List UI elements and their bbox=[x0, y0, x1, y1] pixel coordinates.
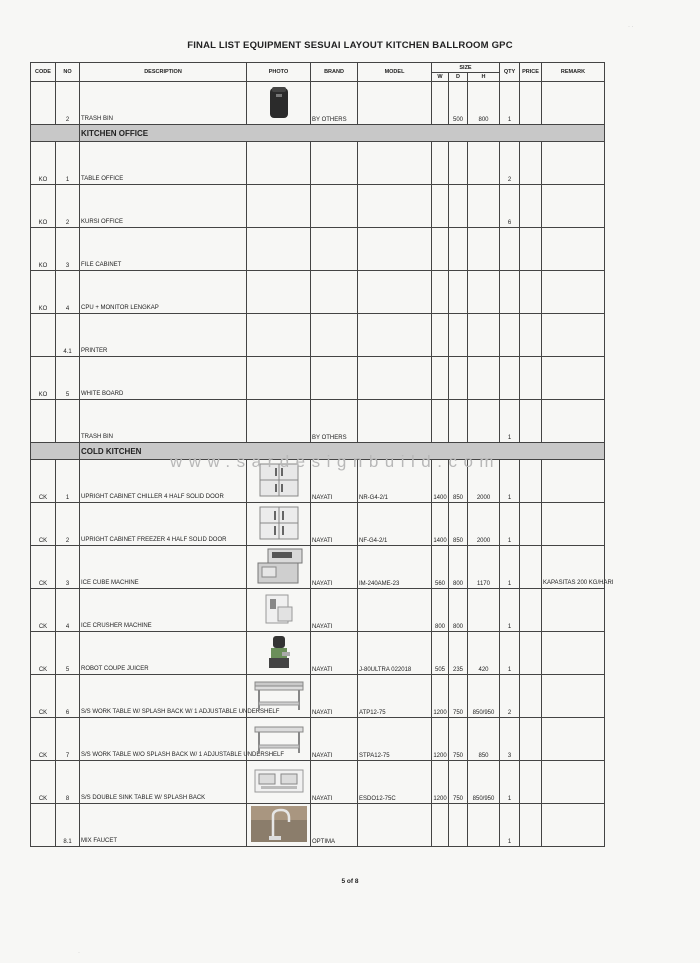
cell-description: UPRIGHT CABINET FREEZER 4 HALF SOLID DOOR bbox=[80, 503, 247, 546]
table-row bbox=[31, 718, 605, 761]
cell-h bbox=[468, 142, 500, 185]
section-label: COLD KITCHEN bbox=[80, 443, 605, 460]
cell-no: 3 bbox=[56, 546, 80, 589]
cell-no: 5 bbox=[56, 632, 80, 675]
cell-d bbox=[449, 142, 468, 185]
header-qty: QTY bbox=[500, 63, 520, 82]
photo-cell bbox=[247, 503, 311, 546]
photo-cell bbox=[247, 546, 311, 589]
cell-w: 505 bbox=[432, 632, 449, 675]
cell-w: 1200 bbox=[432, 718, 449, 761]
cell-model: ESDO12-75C bbox=[358, 761, 432, 804]
cell-remark bbox=[542, 804, 605, 847]
photo-cell bbox=[247, 718, 311, 761]
cell-code: CK bbox=[31, 503, 56, 546]
cell-price bbox=[520, 142, 542, 185]
cell-description: S/S DOUBLE SINK TABLE W/ SPLASH BACK bbox=[80, 761, 247, 804]
cell-brand: BY OTHERS bbox=[311, 400, 358, 443]
table-row bbox=[31, 761, 605, 804]
cell-model: IM-240AME-23 bbox=[358, 546, 432, 589]
cell-model bbox=[358, 804, 432, 847]
cell-remark: KAPASITAS 200 KG/HARI bbox=[542, 546, 605, 589]
section-label: KITCHEN OFFICE bbox=[80, 125, 605, 142]
cell-qty: 1 bbox=[500, 589, 520, 632]
cell-h bbox=[468, 314, 500, 357]
table-row bbox=[31, 228, 605, 271]
cell-qty: 1 bbox=[500, 761, 520, 804]
cell-brand: BY OTHERS bbox=[311, 82, 358, 125]
cell-h: 850/950 bbox=[468, 761, 500, 804]
cell-remark bbox=[542, 503, 605, 546]
cell-code bbox=[31, 804, 56, 847]
header-description: DESCRIPTION bbox=[80, 63, 247, 82]
cell-qty: 6 bbox=[500, 185, 520, 228]
cell-w bbox=[432, 804, 449, 847]
cell-code bbox=[31, 400, 56, 443]
juicer-icon bbox=[266, 634, 292, 672]
cell-d bbox=[449, 804, 468, 847]
cell-no: 2 bbox=[56, 503, 80, 546]
cell-h bbox=[468, 228, 500, 271]
section-spacer bbox=[31, 125, 80, 142]
cell-description: PRINTER bbox=[80, 314, 247, 357]
photo-cell bbox=[247, 400, 311, 443]
photo-cell bbox=[247, 589, 311, 632]
cell-d: 750 bbox=[449, 675, 468, 718]
cell-h: 2000 bbox=[468, 460, 500, 503]
cell-code: CK bbox=[31, 718, 56, 761]
cell-qty: 1 bbox=[500, 82, 520, 125]
photo-cell bbox=[247, 82, 311, 125]
cell-d: 850 bbox=[449, 460, 468, 503]
cell-no: 4 bbox=[56, 271, 80, 314]
cell-price bbox=[520, 503, 542, 546]
section-spacer bbox=[31, 443, 80, 460]
section-header-row bbox=[31, 125, 605, 142]
cell-description: ROBOT COUPE JUICER bbox=[80, 632, 247, 675]
cell-w: 1400 bbox=[432, 503, 449, 546]
cell-brand bbox=[311, 314, 358, 357]
cell-w bbox=[432, 82, 449, 125]
double-sink-icon bbox=[251, 764, 307, 800]
cell-w bbox=[432, 357, 449, 400]
cell-price bbox=[520, 314, 542, 357]
cell-model bbox=[358, 357, 432, 400]
cell-price bbox=[520, 185, 542, 228]
cell-brand: OPTIMA bbox=[311, 804, 358, 847]
cell-code bbox=[31, 82, 56, 125]
cell-w bbox=[432, 228, 449, 271]
cell-model bbox=[358, 185, 432, 228]
cell-remark bbox=[542, 271, 605, 314]
cell-d bbox=[449, 400, 468, 443]
cell-brand bbox=[311, 228, 358, 271]
cell-code: KO bbox=[31, 271, 56, 314]
page-number: 5 of 8 bbox=[341, 878, 359, 885]
cell-no: 4 bbox=[56, 589, 80, 632]
cell-code bbox=[31, 314, 56, 357]
cell-description: TABLE OFFICE bbox=[80, 142, 247, 185]
cell-code: KO bbox=[31, 357, 56, 400]
photo-cell bbox=[247, 228, 311, 271]
cell-price bbox=[520, 804, 542, 847]
photo-cell bbox=[247, 357, 311, 400]
cell-w: 1200 bbox=[432, 761, 449, 804]
header-d: D bbox=[449, 73, 468, 82]
table-row bbox=[31, 357, 605, 400]
cell-brand: NAYATI bbox=[311, 460, 358, 503]
cell-d bbox=[449, 228, 468, 271]
cell-w bbox=[432, 314, 449, 357]
header-price: PRICE bbox=[520, 63, 542, 82]
photo-cell bbox=[247, 632, 311, 675]
cell-h: 420 bbox=[468, 632, 500, 675]
cell-qty bbox=[500, 271, 520, 314]
cell-model: NF-G4-2/1 bbox=[358, 503, 432, 546]
cell-brand bbox=[311, 142, 358, 185]
header-w: W bbox=[432, 73, 449, 82]
cell-qty bbox=[500, 314, 520, 357]
cell-description: KURSI OFFICE bbox=[80, 185, 247, 228]
table-row bbox=[31, 185, 605, 228]
cell-h bbox=[468, 400, 500, 443]
header-brand: BRAND bbox=[311, 63, 358, 82]
table-row bbox=[31, 503, 605, 546]
cell-price bbox=[520, 271, 542, 314]
cell-d bbox=[449, 185, 468, 228]
watermark: www.sardesignbuild.com bbox=[170, 452, 501, 471]
cell-w: 800 bbox=[432, 589, 449, 632]
cell-no: 8.1 bbox=[56, 804, 80, 847]
table-row bbox=[31, 142, 605, 185]
cell-remark bbox=[542, 357, 605, 400]
cell-no: 2 bbox=[56, 82, 80, 125]
cell-description: S/S WORK TABLE W/O SPLASH BACK W/ 1 ADJUSTABLE UNDERSHELF bbox=[80, 718, 247, 761]
header-code: CODE bbox=[31, 63, 56, 82]
header-photo: PHOTO bbox=[247, 63, 311, 82]
cell-h: 850/950 bbox=[468, 675, 500, 718]
cell-qty bbox=[500, 228, 520, 271]
cell-qty: 1 bbox=[500, 804, 520, 847]
cell-remark bbox=[542, 400, 605, 443]
cell-brand bbox=[311, 271, 358, 314]
cell-remark bbox=[542, 82, 605, 125]
cell-description: TRASH BIN bbox=[80, 400, 247, 443]
cell-d bbox=[449, 357, 468, 400]
scan-speck: · · bbox=[628, 24, 634, 30]
cell-w bbox=[432, 185, 449, 228]
cell-description: UPRIGHT CABINET CHILLER 4 HALF SOLID DOOR bbox=[80, 460, 247, 503]
cell-h: 850 bbox=[468, 718, 500, 761]
table-header bbox=[31, 63, 605, 73]
cell-h: 800 bbox=[468, 82, 500, 125]
scan-speck: · bbox=[78, 950, 80, 956]
cell-code: CK bbox=[31, 546, 56, 589]
table-row bbox=[31, 632, 605, 675]
cell-h: 2000 bbox=[468, 503, 500, 546]
cell-h bbox=[468, 589, 500, 632]
cell-description: CPU + MONITOR LENGKAP bbox=[80, 271, 247, 314]
cell-no: 4.1 bbox=[56, 314, 80, 357]
cell-w bbox=[432, 271, 449, 314]
cell-w bbox=[432, 142, 449, 185]
photo-cell bbox=[247, 271, 311, 314]
cell-price bbox=[520, 589, 542, 632]
cell-description: ICE CRUSHER MACHINE bbox=[80, 589, 247, 632]
cell-qty: 1 bbox=[500, 400, 520, 443]
cell-price bbox=[520, 460, 542, 503]
cell-code: KO bbox=[31, 142, 56, 185]
cell-model bbox=[358, 228, 432, 271]
cell-brand bbox=[311, 185, 358, 228]
cell-d: 850 bbox=[449, 503, 468, 546]
table-row bbox=[31, 314, 605, 357]
cell-code: CK bbox=[31, 589, 56, 632]
table-row bbox=[31, 82, 605, 125]
cell-qty bbox=[500, 357, 520, 400]
cell-brand: NAYATI bbox=[311, 503, 358, 546]
cell-code: KO bbox=[31, 228, 56, 271]
table-row bbox=[31, 400, 605, 443]
cell-no: 5 bbox=[56, 357, 80, 400]
cell-w: 1400 bbox=[432, 460, 449, 503]
cell-code: CK bbox=[31, 632, 56, 675]
cell-model bbox=[358, 314, 432, 357]
header-size: SIZE bbox=[432, 63, 500, 73]
cell-code: KO bbox=[31, 185, 56, 228]
cell-d: 235 bbox=[449, 632, 468, 675]
table-row bbox=[31, 271, 605, 314]
cell-w: 1200 bbox=[432, 675, 449, 718]
table-row bbox=[31, 675, 605, 718]
cabinet-freezer-icon bbox=[257, 505, 301, 543]
cell-remark bbox=[542, 314, 605, 357]
cell-d: 750 bbox=[449, 761, 468, 804]
cell-price bbox=[520, 546, 542, 589]
cell-price bbox=[520, 357, 542, 400]
table-row bbox=[31, 589, 605, 632]
header-model: MODEL bbox=[358, 63, 432, 82]
cell-description: MIX FAUCET bbox=[80, 804, 247, 847]
cell-brand: NAYATI bbox=[311, 589, 358, 632]
trash-bin-icon bbox=[268, 85, 290, 121]
cell-no: 1 bbox=[56, 460, 80, 503]
cell-model: J-80ULTRA 022018 bbox=[358, 632, 432, 675]
cell-brand: NAYATI bbox=[311, 546, 358, 589]
cell-remark bbox=[542, 185, 605, 228]
page-title: FINAL LIST EQUIPMENT SESUAI LAYOUT KITCHEN BALLROOM GPC bbox=[187, 40, 513, 51]
cell-qty: 2 bbox=[500, 675, 520, 718]
cell-model bbox=[358, 400, 432, 443]
cell-remark bbox=[542, 589, 605, 632]
header-remark: REMARK bbox=[542, 63, 605, 82]
photo-cell bbox=[247, 185, 311, 228]
cell-d: 750 bbox=[449, 718, 468, 761]
mix-faucet-icon bbox=[251, 806, 307, 844]
cell-no: 7 bbox=[56, 718, 80, 761]
cell-price bbox=[520, 228, 542, 271]
cell-w bbox=[432, 400, 449, 443]
cell-price bbox=[520, 718, 542, 761]
cell-remark bbox=[542, 460, 605, 503]
cell-d: 800 bbox=[449, 589, 468, 632]
cell-h bbox=[468, 271, 500, 314]
photo-cell bbox=[247, 804, 311, 847]
cell-model: ATP12-75 bbox=[358, 675, 432, 718]
header-no: NO bbox=[56, 63, 80, 82]
cell-no: 2 bbox=[56, 185, 80, 228]
ice-cube-machine-icon bbox=[254, 547, 304, 587]
cell-h: 1170 bbox=[468, 546, 500, 589]
cell-h bbox=[468, 357, 500, 400]
cell-qty: 1 bbox=[500, 460, 520, 503]
ice-crusher-icon bbox=[262, 591, 296, 629]
cell-model: STPA12-75 bbox=[358, 718, 432, 761]
cell-code: CK bbox=[31, 761, 56, 804]
cell-model bbox=[358, 271, 432, 314]
cell-h bbox=[468, 804, 500, 847]
cell-qty: 2 bbox=[500, 142, 520, 185]
work-table-icon bbox=[251, 721, 307, 757]
cell-qty: 1 bbox=[500, 632, 520, 675]
cell-brand: NAYATI bbox=[311, 632, 358, 675]
cell-price bbox=[520, 400, 542, 443]
cell-remark bbox=[542, 761, 605, 804]
photo-cell bbox=[247, 142, 311, 185]
cell-d: 500 bbox=[449, 82, 468, 125]
cell-qty: 1 bbox=[500, 546, 520, 589]
cell-no: 1 bbox=[56, 142, 80, 185]
cell-description: WHITE BOARD bbox=[80, 357, 247, 400]
cell-no: 3 bbox=[56, 228, 80, 271]
cell-description: S/S WORK TABLE W/ SPLASH BACK W/ 1 ADJUSTABLE UNDERSHELF bbox=[80, 675, 247, 718]
cell-remark bbox=[542, 632, 605, 675]
cell-brand bbox=[311, 357, 358, 400]
table-row bbox=[31, 804, 605, 847]
table-row bbox=[31, 546, 605, 589]
cell-no bbox=[56, 400, 80, 443]
cell-d bbox=[449, 271, 468, 314]
cell-d: 800 bbox=[449, 546, 468, 589]
cell-h bbox=[468, 185, 500, 228]
cell-price bbox=[520, 632, 542, 675]
cell-code: CK bbox=[31, 460, 56, 503]
header-h: H bbox=[468, 73, 500, 82]
cell-model bbox=[358, 82, 432, 125]
cell-description: TRASH BIN bbox=[80, 82, 247, 125]
cell-price bbox=[520, 675, 542, 718]
cell-brand: NAYATI bbox=[311, 761, 358, 804]
cell-model bbox=[358, 589, 432, 632]
cell-qty: 1 bbox=[500, 503, 520, 546]
cell-description: ICE CUBE MACHINE bbox=[80, 546, 247, 589]
cell-price bbox=[520, 82, 542, 125]
cell-brand: NAYATI bbox=[311, 675, 358, 718]
cell-remark bbox=[542, 228, 605, 271]
cell-brand: NAYATI bbox=[311, 718, 358, 761]
cell-description: FILE CABINET bbox=[80, 228, 247, 271]
cell-remark bbox=[542, 142, 605, 185]
photo-cell bbox=[247, 761, 311, 804]
cell-qty: 3 bbox=[500, 718, 520, 761]
cell-d bbox=[449, 314, 468, 357]
cell-remark bbox=[542, 675, 605, 718]
cell-code: CK bbox=[31, 675, 56, 718]
cell-price bbox=[520, 761, 542, 804]
cell-no: 8 bbox=[56, 761, 80, 804]
cell-remark bbox=[542, 718, 605, 761]
work-table-splash-icon bbox=[251, 678, 307, 714]
photo-cell bbox=[247, 314, 311, 357]
cell-model: NR-G4-2/1 bbox=[358, 460, 432, 503]
cell-w: 560 bbox=[432, 546, 449, 589]
photo-cell bbox=[247, 675, 311, 718]
cell-model bbox=[358, 142, 432, 185]
cell-no: 6 bbox=[56, 675, 80, 718]
